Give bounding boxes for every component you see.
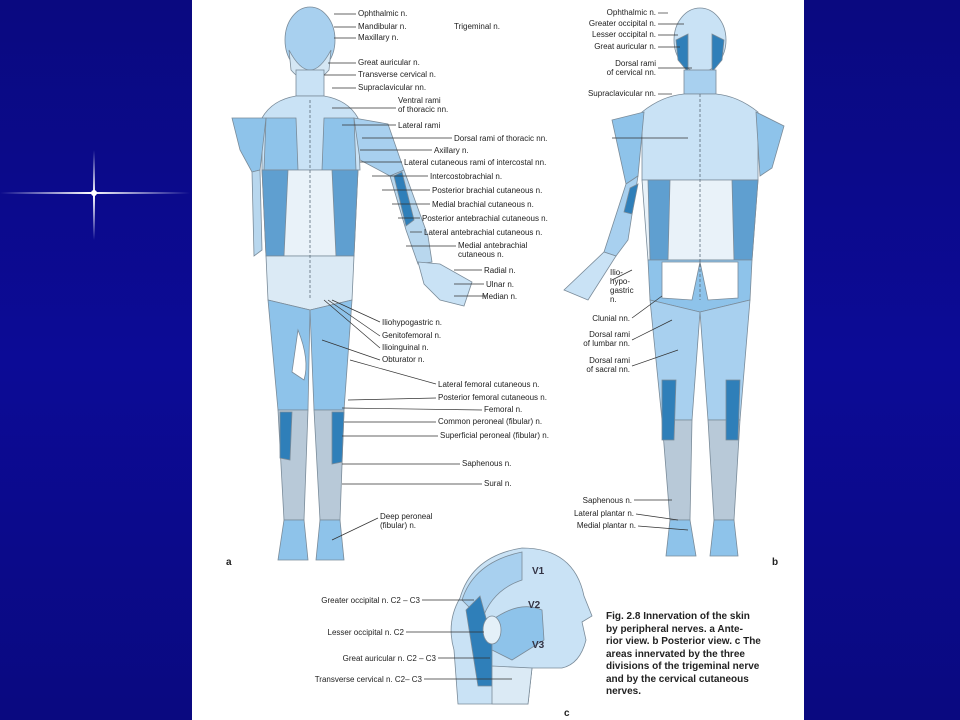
caption-line: nerves. [606,686,642,697]
caption-line: divisions of the trigeminal nerve [606,661,760,672]
label-transverse-cervical-c2-c3: Transverse cervical n. C2– C3 [314,675,422,684]
anatomy-figure [192,0,804,720]
label-v3: V3 [532,640,545,651]
label-v1: V1 [532,566,545,577]
label-lateral-antebrachial-cutaneous: Lateral antebrachial cutaneous n. [424,228,543,237]
caption-line: by peripheral nerves. a Ante- [606,623,743,635]
label-great-auricular-c2-c3: Great auricular n. C2 – C3 [342,654,436,663]
label-clunial-nn: Clunial nn. [592,314,630,323]
label-iliohypogastric-n: Iliohypogastric n. [382,318,443,327]
label-lateral-femoral-cutaneous: Lateral femoral cutaneous n. [438,380,540,389]
label-greater-occipital-c2-c3: Greater occipital n. C2 – C3 [321,596,420,605]
label-great-auricular-n-posterior: Great auricular n. [594,42,656,51]
label-lateral-cutaneous-rami: Lateral cutaneous rami of intercostal nn. [404,158,547,167]
panel-letter-a: a [226,557,232,568]
caption-line: rior view. b Posterior view. c The [606,636,761,647]
label-dorsal-rami-lumbar: Dorsal rami of lumbar nn. [583,330,630,348]
caption-line: Fig. 2.8 Innervation of the skin [606,611,750,622]
caption-line: and by the cervical cutaneous [606,673,749,685]
label-medial-antebrachial-cutaneous: Medial antebrachial cutaneous n. [458,241,528,259]
label-posterior-antebrachial-cutaneous: Posterior antebrachial cutaneous n. [422,214,548,223]
label-great-auricular-n-anterior: Great auricular n. [358,58,420,67]
label-obturator-n: Obturator n. [382,355,425,364]
label-dorsal-rami-cervical: Dorsal rami of cervical nn. [606,59,656,77]
panel-letter-c: c [564,708,570,719]
label-ventral-rami-thoracic: Ventral rami of thoracic nn. [398,96,449,114]
label-dorsal-rami-sacral: Dorsal rami of sacral nn. [586,356,630,374]
label-axillary-n: Axillary n. [434,146,469,155]
label-sural-n: Sural n. [484,479,512,488]
head-profile [451,548,592,704]
figure-caption [606,611,802,699]
label-ulnar-n: Ulnar n. [486,280,515,289]
label-common-peroneal-n: Common peroneal (fibular) n. [438,417,543,426]
label-median-n: Median n. [482,292,518,301]
label-posterior-brachial-cutaneous: Posterior brachial cutaneous n. [432,186,543,195]
label-medial-plantar-n: Medial plantar n. [576,521,636,530]
label-iliohypogastric-posterior: Ilio- hypo- gastric n. [610,268,634,304]
caption-line: areas innervated by the three [606,648,745,660]
label-lesser-occipital-n: Lesser occipital n. [591,30,656,39]
label-lateral-rami: Lateral rami [398,121,441,130]
label-lateral-plantar-n: Lateral plantar n. [573,509,634,518]
label-genitofemoral-n: Genitofemoral n. [382,331,442,340]
label-v2: V2 [528,600,541,611]
label-trigeminal-n: Trigeminal n. [454,22,500,31]
label-ilioinguinal-n: Ilioinguinal n. [382,343,429,352]
label-lesser-occipital-c2: Lesser occipital n. C2 [327,628,404,637]
anterior-body [232,7,472,560]
sparkle-decoration [0,150,200,240]
label-transverse-cervical-n: Transverse cervical n. [358,70,436,79]
label-saphenous-n-posterior: Saphenous n. [582,496,632,505]
label-supraclavicular-nn-anterior: Supraclavicular nn. [358,83,427,92]
label-intercostobrachial-n: Intercostobrachial n. [430,172,503,181]
label-superficial-peroneal-n: Superficial peroneal (fibular) n. [440,431,549,440]
label-ophthalmic-n-posterior: Ophthalmic n. [606,8,656,17]
label-radial-n: Radial n. [484,266,516,275]
label-femoral-n: Femoral n. [484,405,523,414]
label-posterior-femoral-cutaneous: Posterior femoral cutaneous n. [438,393,547,402]
label-deep-peroneal-n: Deep peroneal (fibular) n. [380,512,433,530]
label-ophthalmic-n: Ophthalmic n. [358,9,408,18]
label-dorsal-rami-thoracic: Dorsal rami of thoracic nn. [454,134,548,143]
label-supraclavicular-nn-posterior: Supraclavicular nn. [587,89,656,98]
panel-letter-b: b [772,557,779,568]
label-mandibular-n: Mandibular n. [358,22,407,31]
label-greater-occipital-n: Greater occipital n. [588,19,656,28]
label-medial-brachial-cutaneous: Medial brachial cutaneous n. [432,200,534,209]
label-maxillary-n: Maxillary n. [358,33,399,42]
label-saphenous-n-anterior: Saphenous n. [462,459,512,468]
